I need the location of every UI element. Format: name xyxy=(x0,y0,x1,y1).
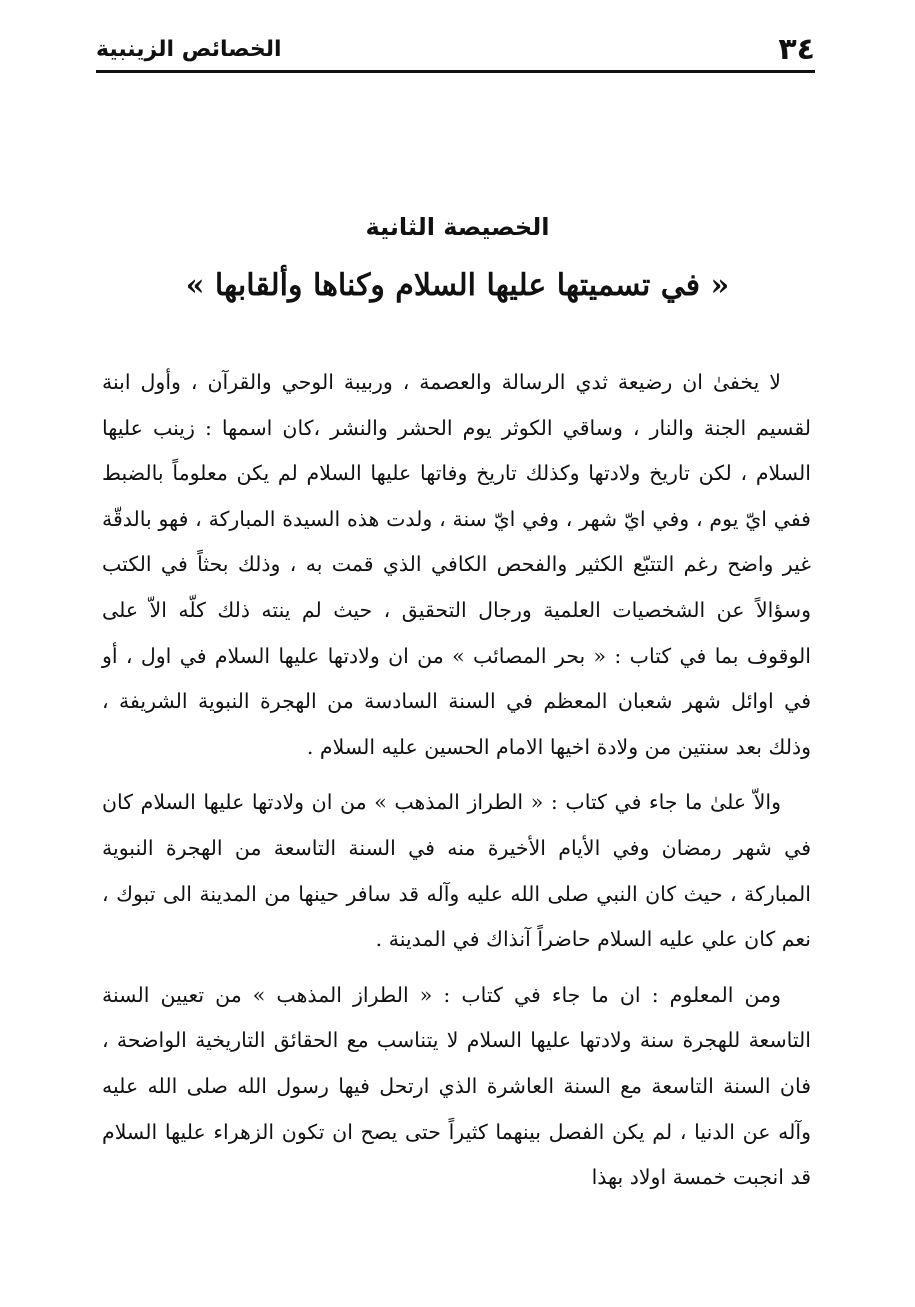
chapter-heading: الخصيصة الثانية xyxy=(365,213,550,241)
running-header-title: الخصائص الزينبية xyxy=(96,37,282,62)
paragraph: والاّ علىٰ ما جاء في كتاب : « الطراز المذهب » من ان ولادتها عليها السلام كان في شهر رمضان وفي الأيام الأخيرة منه في السنة التاسعة من الهجرة النبوية المباركة ، حيث كان النبي صلى الله عليه وآله قد سافر حينها من المدينة الى تبوك ، نعم كان علي عليه السلام حاضراً آنذاك في المدينة . xyxy=(102,790,811,952)
running-header xyxy=(96,30,815,70)
page-number: ٣٤ xyxy=(778,32,815,67)
paragraph: ومن المعلوم : ان ما جاء في كتاب : « الطراز المذهب » من تعيين السنة التاسعة للهجرة سنة ولادتها عليها السلام لا يتناسب مع الحقائق التاريخية الواضحة ، فان السنة التاسعة مع السنة العاشرة الذي ارتحل فيها رسول الله صلى الله عليه وآله عن الدنيا ، لم يكن الفصل بينهما كثيراً حتى يصح ان تكون الزهراء عليها السلام قد انجبت خمسة اولاد بهذا xyxy=(102,982,811,1190)
header-divider xyxy=(96,70,815,73)
paragraph: لا يخفىٰ ان رضيعة ثدي الرسالة والعصمة ، وربيبة الوحي والقرآن ، وأول ابنة لقسيم الجنة والنار ، وساقي الكوثر يوم الحشر والنشر ،كان اسمها : زينب عليها السلام ، لكن تاريخ ولادتها وكذلك تاريخ وفاتها عليها السلام لم يكن معلوماً بالضبط ففي ايّ يوم ، وفي ايّ شهر ، وفي ايّ سنة ، ولدت هذه السيدة المباركة ، فهو بالدقّة غير واضح رغم التتبّع الكثير والفحص الكافي الذي قمت به ، وذلك بحثاً في الكتب وسؤالاً عن الشخصيات العلمية ورجال التحقيق ، حيث لم ينته ذلك كلّه الاّ على الوقوف بما في كتاب : « بحر المصائب » من ان ولادتها عليها السلام في اول ، أو في اوائل شهر شعبان المعظم في السنة السادسة من الهجرة النبوية الشريفة ، وذلك بعد سنتين من ولادة اخيها الامام الحسين عليه السلام . xyxy=(102,370,811,759)
chapter-subtitle: « في تسميتها عليها السلام وكناها وألقابها » xyxy=(185,268,730,303)
body-text xyxy=(102,360,811,1211)
